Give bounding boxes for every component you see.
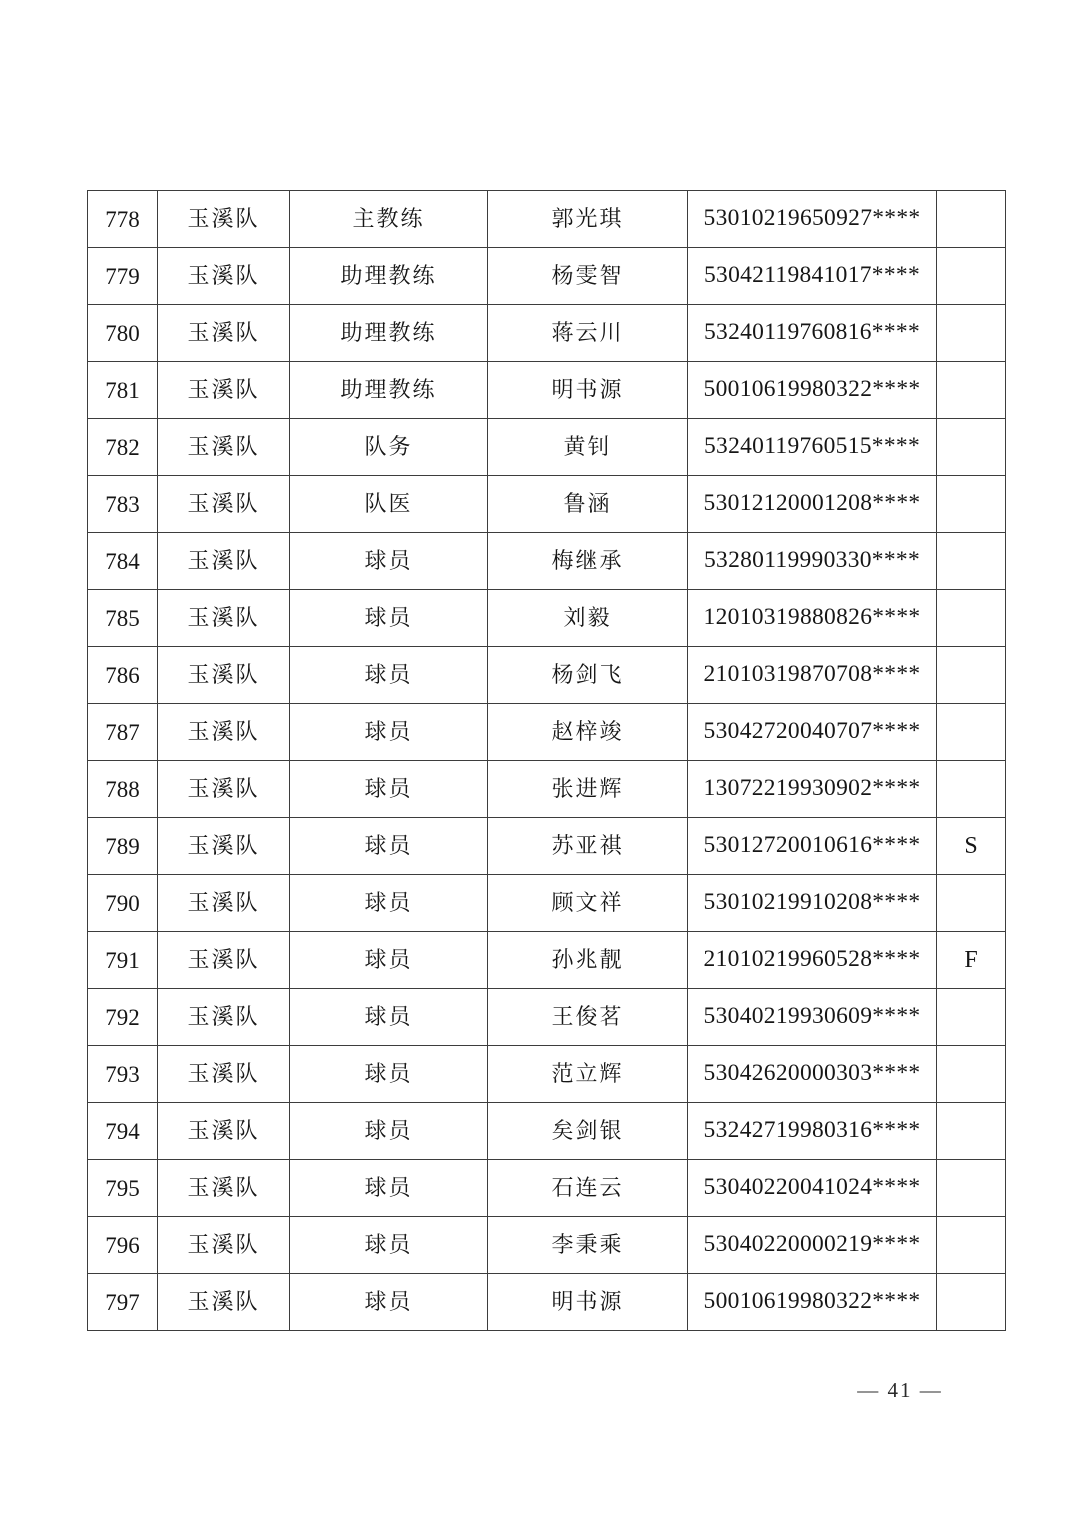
cell-person-name: 梅继承 [488, 533, 688, 590]
table-row [88, 305, 1006, 362]
cell-id-number: 21010319870708**** [688, 647, 937, 704]
cell-id-number: 53240119760816**** [688, 305, 937, 362]
cell-role: 助理教练 [290, 362, 488, 419]
cell-role: 主教练 [290, 191, 488, 248]
table-row [88, 248, 1006, 305]
cell-row-number: 778 [88, 191, 158, 248]
cell-id-number: 21010219960528**** [688, 932, 937, 989]
cell-team-name: 玉溪队 [158, 1217, 290, 1274]
cell-team-name: 玉溪队 [158, 1160, 290, 1217]
cell-person-name: 矣剑银 [488, 1103, 688, 1160]
cell-role: 球员 [290, 647, 488, 704]
table-row [88, 1160, 1006, 1217]
table-row [88, 476, 1006, 533]
cell-team-name: 玉溪队 [158, 590, 290, 647]
cell-role: 助理教练 [290, 248, 488, 305]
table-row [88, 818, 1006, 875]
cell-team-name: 玉溪队 [158, 932, 290, 989]
table-row [88, 1274, 1006, 1331]
table-row [88, 419, 1006, 476]
cell-flag [937, 533, 1006, 590]
table-row [88, 875, 1006, 932]
cell-flag [937, 875, 1006, 932]
cell-team-name: 玉溪队 [158, 191, 290, 248]
cell-role: 球员 [290, 704, 488, 761]
cell-id-number: 53280119990330**** [688, 533, 937, 590]
cell-row-number: 795 [88, 1160, 158, 1217]
cell-flag [937, 1046, 1006, 1103]
cell-role: 球员 [290, 1160, 488, 1217]
cell-team-name: 玉溪队 [158, 875, 290, 932]
cell-row-number: 789 [88, 818, 158, 875]
cell-team-name: 玉溪队 [158, 989, 290, 1046]
cell-person-name: 刘毅 [488, 590, 688, 647]
cell-row-number: 796 [88, 1217, 158, 1274]
cell-id-number: 53010219650927**** [688, 191, 937, 248]
cell-team-name: 玉溪队 [158, 1103, 290, 1160]
table-row [88, 704, 1006, 761]
cell-team-name: 玉溪队 [158, 476, 290, 533]
table-row [88, 761, 1006, 818]
cell-id-number: 50010619980322**** [688, 1274, 937, 1331]
cell-flag [937, 590, 1006, 647]
cell-row-number: 781 [88, 362, 158, 419]
cell-person-name: 杨剑飞 [488, 647, 688, 704]
cell-flag [937, 647, 1006, 704]
cell-flag [937, 362, 1006, 419]
cell-row-number: 792 [88, 989, 158, 1046]
cell-person-name: 明书源 [488, 362, 688, 419]
cell-role: 球员 [290, 875, 488, 932]
cell-person-name: 张进辉 [488, 761, 688, 818]
cell-person-name: 孙兆靓 [488, 932, 688, 989]
cell-row-number: 782 [88, 419, 158, 476]
cell-team-name: 玉溪队 [158, 533, 290, 590]
cell-flag: S [937, 818, 1006, 875]
cell-id-number: 53042119841017**** [688, 248, 937, 305]
cell-row-number: 788 [88, 761, 158, 818]
cell-person-name: 顾文祥 [488, 875, 688, 932]
cell-id-number: 53010219910208**** [688, 875, 937, 932]
page-number: — 41 — [857, 1378, 943, 1402]
cell-row-number: 793 [88, 1046, 158, 1103]
cell-id-number: 53012120001208**** [688, 476, 937, 533]
cell-row-number: 779 [88, 248, 158, 305]
cell-id-number: 53042620000303**** [688, 1046, 937, 1103]
cell-flag [937, 248, 1006, 305]
roster-table-body [88, 191, 1006, 1331]
cell-role: 球员 [290, 932, 488, 989]
cell-flag [937, 476, 1006, 533]
table-row [88, 590, 1006, 647]
cell-role: 队务 [290, 419, 488, 476]
cell-id-number: 12010319880826**** [688, 590, 937, 647]
cell-person-name: 郭光琪 [488, 191, 688, 248]
table-row [88, 647, 1006, 704]
cell-row-number: 790 [88, 875, 158, 932]
cell-id-number: 53040220041024**** [688, 1160, 937, 1217]
cell-team-name: 玉溪队 [158, 419, 290, 476]
cell-flag [937, 305, 1006, 362]
cell-person-name: 蒋云川 [488, 305, 688, 362]
cell-person-name: 范立辉 [488, 1046, 688, 1103]
cell-id-number: 53040220000219**** [688, 1217, 937, 1274]
cell-flag [937, 1160, 1006, 1217]
cell-team-name: 玉溪队 [158, 1046, 290, 1103]
cell-team-name: 玉溪队 [158, 818, 290, 875]
cell-id-number: 53242719980316**** [688, 1103, 937, 1160]
cell-person-name: 杨雯智 [488, 248, 688, 305]
cell-row-number: 783 [88, 476, 158, 533]
table-row [88, 1103, 1006, 1160]
table-row [88, 1046, 1006, 1103]
table-row [88, 191, 1006, 248]
cell-id-number: 53012720010616**** [688, 818, 937, 875]
roster-table [87, 190, 1006, 1331]
cell-team-name: 玉溪队 [158, 761, 290, 818]
cell-role: 球员 [290, 590, 488, 647]
cell-role: 球员 [290, 1046, 488, 1103]
cell-id-number: 13072219930902**** [688, 761, 937, 818]
cell-row-number: 787 [88, 704, 158, 761]
cell-role: 球员 [290, 818, 488, 875]
cell-row-number: 780 [88, 305, 158, 362]
cell-row-number: 797 [88, 1274, 158, 1331]
cell-person-name: 明书源 [488, 1274, 688, 1331]
cell-role: 球员 [290, 989, 488, 1046]
cell-team-name: 玉溪队 [158, 704, 290, 761]
cell-row-number: 791 [88, 932, 158, 989]
cell-team-name: 玉溪队 [158, 647, 290, 704]
cell-id-number: 53040219930609**** [688, 989, 937, 1046]
cell-flag [937, 1103, 1006, 1160]
cell-id-number: 50010619980322**** [688, 362, 937, 419]
cell-row-number: 794 [88, 1103, 158, 1160]
cell-id-number: 53042720040707**** [688, 704, 937, 761]
table-row [88, 533, 1006, 590]
cell-flag: F [937, 932, 1006, 989]
cell-role: 球员 [290, 1274, 488, 1331]
cell-role: 球员 [290, 533, 488, 590]
cell-person-name: 苏亚祺 [488, 818, 688, 875]
cell-team-name: 玉溪队 [158, 305, 290, 362]
cell-row-number: 786 [88, 647, 158, 704]
cell-role: 球员 [290, 1217, 488, 1274]
cell-flag [937, 761, 1006, 818]
cell-id-number: 53240119760515**** [688, 419, 937, 476]
table-row [88, 1217, 1006, 1274]
cell-flag [937, 419, 1006, 476]
cell-team-name: 玉溪队 [158, 1274, 290, 1331]
cell-flag [937, 1274, 1006, 1331]
cell-person-name: 黄钊 [488, 419, 688, 476]
cell-flag [937, 989, 1006, 1046]
cell-flag [937, 1217, 1006, 1274]
cell-flag [937, 191, 1006, 248]
cell-role: 队医 [290, 476, 488, 533]
cell-flag [937, 704, 1006, 761]
table-row [88, 989, 1006, 1046]
cell-person-name: 王俊茗 [488, 989, 688, 1046]
cell-person-name: 李秉乘 [488, 1217, 688, 1274]
cell-team-name: 玉溪队 [158, 362, 290, 419]
cell-role: 助理教练 [290, 305, 488, 362]
cell-role: 球员 [290, 1103, 488, 1160]
cell-person-name: 鲁涵 [488, 476, 688, 533]
cell-person-name: 石连云 [488, 1160, 688, 1217]
table-row [88, 932, 1006, 989]
cell-role: 球员 [290, 761, 488, 818]
cell-team-name: 玉溪队 [158, 248, 290, 305]
cell-row-number: 785 [88, 590, 158, 647]
table-row [88, 362, 1006, 419]
cell-row-number: 784 [88, 533, 158, 590]
cell-person-name: 赵梓竣 [488, 704, 688, 761]
